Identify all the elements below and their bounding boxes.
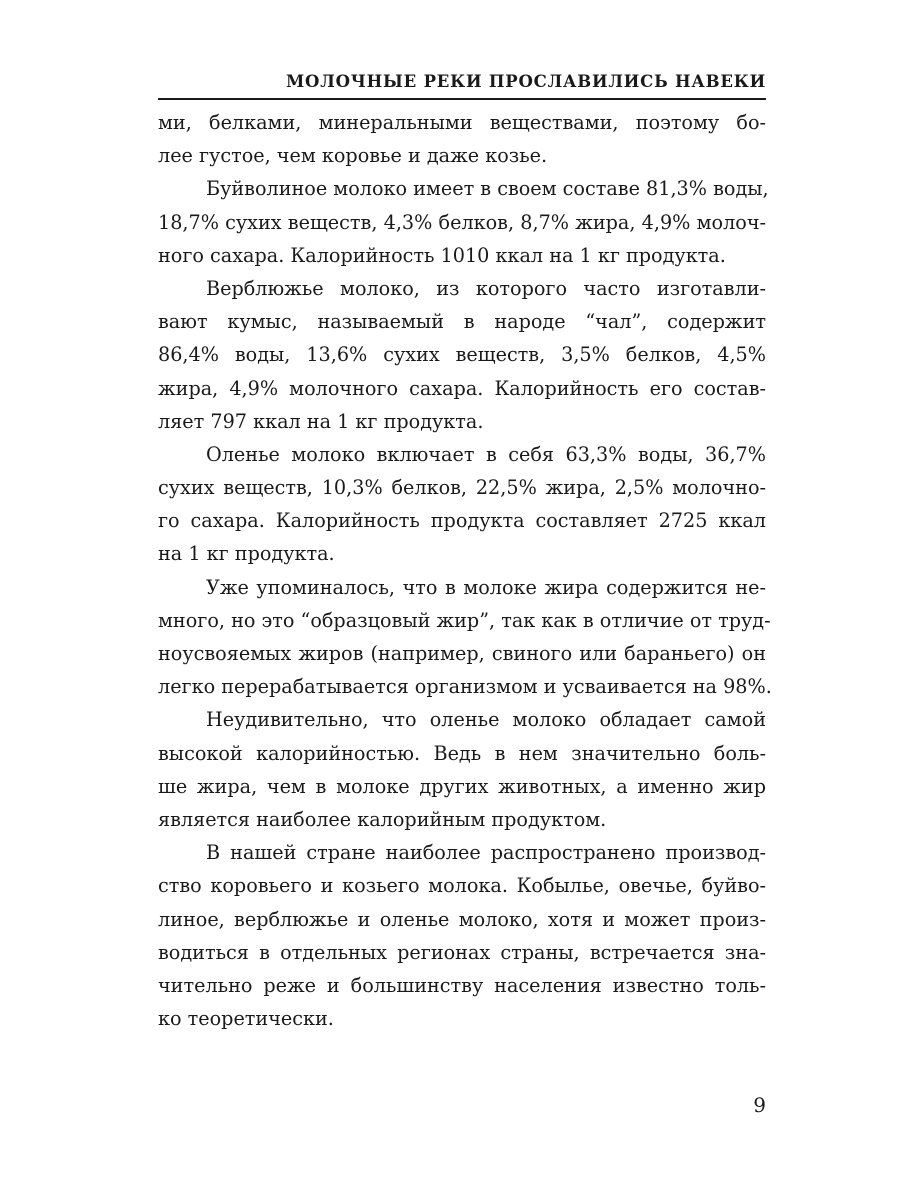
text-line: вают кумыс, называемый в народе “чал”, содержит	[158, 310, 766, 334]
text-line: является наиболее калорийным продуктом.	[158, 807, 607, 831]
header-rule	[158, 98, 766, 100]
text-line: сухих веществ, 10,3% белков, 22,5% жира, 2,5% молочно-	[158, 476, 766, 500]
text-line: 18,7% сухих веществ, 4,3% белков, 8,7% жира, 4,9% молоч-	[158, 210, 766, 234]
text-line: жира, 4,9% молочного сахара. Калорийность его состав-	[158, 376, 766, 400]
text-line: чительно реже и большинству населения известно толь-	[158, 973, 766, 997]
text-line: лее густое, чем коровье и даже козье.	[158, 144, 548, 168]
text-line: ми, белками, минеральными веществами, поэтому бо-	[158, 111, 766, 134]
text-line: Неудивительно, что оленье молоко обладает самой	[206, 708, 766, 732]
text-line: Верблюжье молоко, из которого часто изготавли-	[206, 276, 766, 300]
text-line: высокой калорийностью. Ведь в нем значительно боль-	[158, 741, 766, 765]
text-line: водиться в отдельных регионах страны, встречается зна-	[158, 940, 766, 964]
text-line: ляет 797 ккал на 1 кг продукта.	[158, 409, 484, 433]
page-number: 9	[753, 1093, 766, 1117]
running-head-title: МОЛОЧНЫЕ РЕКИ ПРОСЛАВИЛИСЬ НАВЕКИ	[285, 72, 766, 91]
text-line: линое, верблюжье и оленье молоко, хотя и может произ-	[158, 907, 766, 931]
text-line: го сахара. Калорийность продукта составляет 2725 ккал	[158, 509, 766, 533]
text-line: 86,4% воды, 13,6% сухих веществ, 3,5% белков, 4,5%	[158, 343, 766, 367]
text-line: Буйволиное молоко имеет в своем составе 81,3% воды,	[206, 177, 769, 201]
text-line: ноусвояемых жиров (например, свиного или бараньего) он	[158, 642, 766, 665]
text-line: В нашей стране наиболее распространено производ-	[206, 841, 766, 865]
body-text	[158, 106, 772, 1035]
text-line: ного сахара. Калорийность 1010 ккал на 1 кг продукта.	[158, 243, 726, 267]
text-line: ко теоретически.	[158, 1007, 334, 1031]
text-line: ство коровьего и козьего молока. Кобылье, овечье, буйво-	[158, 874, 766, 898]
text-line: Оленье молоко включает в себя 63,3% воды, 36,7%	[206, 442, 766, 466]
text-line: много, но это “образцовый жир”, так как в отличие от труд-	[158, 608, 771, 632]
text-line: Уже упоминалось, что в молоке жира содержится не-	[206, 575, 766, 599]
text-line: ше жира, чем в молоке других животных, а именно жир	[158, 774, 766, 798]
text-line: легко перерабатывается организмом и усваивается на 98%.	[158, 675, 772, 699]
text-line: на 1 кг продукта.	[158, 542, 335, 566]
